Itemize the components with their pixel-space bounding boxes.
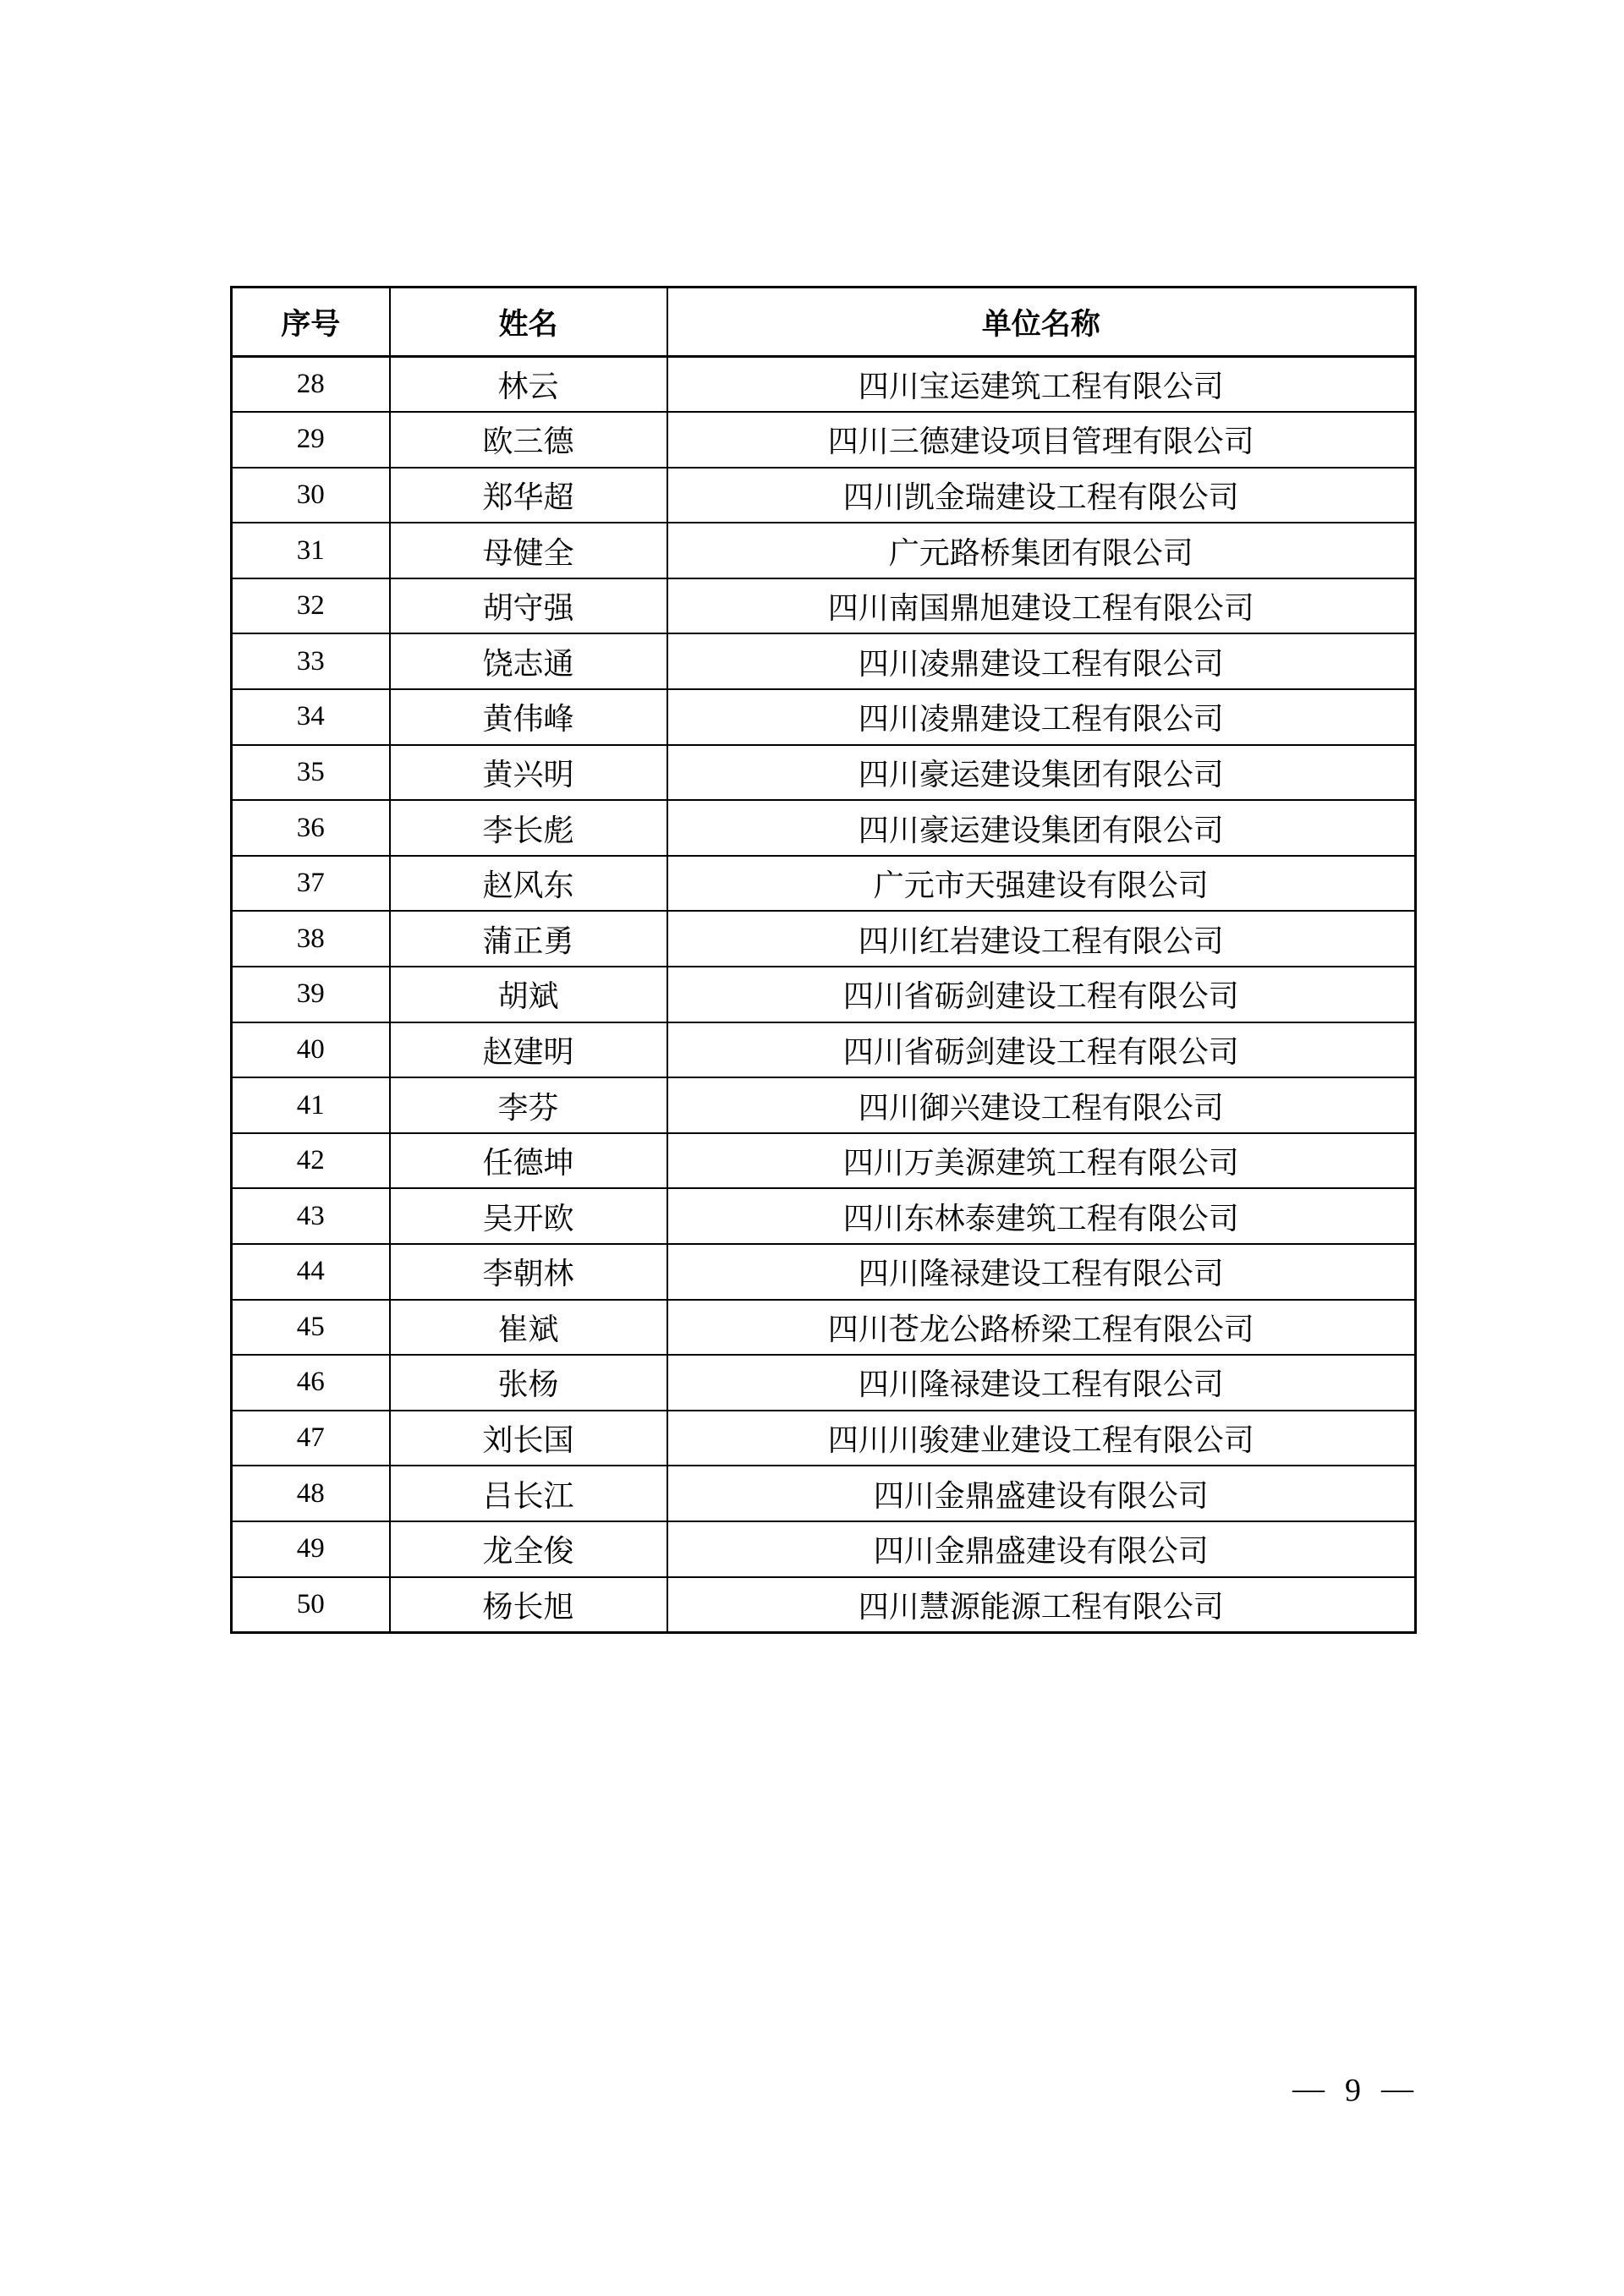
cell-company-name: 四川凌鼎建设工程有限公司 bbox=[667, 633, 1416, 689]
cell-serial-number: 47 bbox=[232, 1411, 390, 1466]
cell-person-name: 崔斌 bbox=[390, 1300, 667, 1356]
cell-company-name: 四川省砺剑建设工程有限公司 bbox=[667, 1022, 1416, 1078]
table-row bbox=[232, 1022, 1416, 1078]
cell-serial-number: 39 bbox=[232, 967, 390, 1022]
table-row bbox=[232, 468, 1416, 523]
roster-table bbox=[230, 286, 1417, 1634]
cell-person-name: 胡守强 bbox=[390, 578, 667, 634]
cell-serial-number: 35 bbox=[232, 745, 390, 801]
table-row bbox=[232, 1244, 1416, 1300]
cell-company-name: 四川苍龙公路桥梁工程有限公司 bbox=[667, 1300, 1416, 1356]
cell-person-name: 龙全俊 bbox=[390, 1521, 667, 1577]
cell-company-name: 广元路桥集团有限公司 bbox=[667, 523, 1416, 578]
cell-serial-number: 46 bbox=[232, 1355, 390, 1411]
cell-person-name: 黄伟峰 bbox=[390, 689, 667, 745]
cell-company-name: 四川南国鼎旭建设工程有限公司 bbox=[667, 578, 1416, 634]
table-row bbox=[232, 633, 1416, 689]
cell-person-name: 蒲正勇 bbox=[390, 911, 667, 967]
cell-serial-number: 32 bbox=[232, 578, 390, 634]
cell-company-name: 四川隆禄建设工程有限公司 bbox=[667, 1244, 1416, 1300]
header-company: 单位名称 bbox=[667, 288, 1416, 357]
cell-serial-number: 43 bbox=[232, 1188, 390, 1244]
cell-company-name: 四川豪运建设集团有限公司 bbox=[667, 745, 1416, 801]
cell-serial-number: 41 bbox=[232, 1077, 390, 1133]
cell-serial-number: 28 bbox=[232, 357, 390, 413]
cell-person-name: 胡斌 bbox=[390, 967, 667, 1022]
table-row bbox=[232, 1355, 1416, 1411]
cell-company-name: 四川金鼎盛建设有限公司 bbox=[667, 1466, 1416, 1521]
table-row bbox=[232, 800, 1416, 856]
cell-serial-number: 36 bbox=[232, 800, 390, 856]
cell-company-name: 四川红岩建设工程有限公司 bbox=[667, 911, 1416, 967]
cell-company-name: 四川豪运建设集团有限公司 bbox=[667, 800, 1416, 856]
page-number-dash-right: — bbox=[1381, 2071, 1413, 2107]
table-row bbox=[232, 745, 1416, 801]
cell-serial-number: 49 bbox=[232, 1521, 390, 1577]
table-row bbox=[232, 1411, 1416, 1466]
table-row bbox=[232, 856, 1416, 912]
cell-company-name: 四川三德建设项目管理有限公司 bbox=[667, 412, 1416, 468]
cell-company-name: 四川御兴建设工程有限公司 bbox=[667, 1077, 1416, 1133]
cell-serial-number: 48 bbox=[232, 1466, 390, 1521]
header-row bbox=[232, 288, 1416, 357]
cell-person-name: 李芬 bbox=[390, 1077, 667, 1133]
cell-company-name: 四川金鼎盛建设有限公司 bbox=[667, 1521, 1416, 1577]
table-row bbox=[232, 1188, 1416, 1244]
cell-person-name: 林云 bbox=[390, 357, 667, 413]
header-no: 序号 bbox=[232, 288, 390, 357]
table-row bbox=[232, 1466, 1416, 1521]
cell-serial-number: 33 bbox=[232, 633, 390, 689]
table-row bbox=[232, 1577, 1416, 1633]
cell-company-name: 四川凌鼎建设工程有限公司 bbox=[667, 689, 1416, 745]
cell-company-name: 四川东林泰建筑工程有限公司 bbox=[667, 1188, 1416, 1244]
cell-company-name: 广元市天强建设有限公司 bbox=[667, 856, 1416, 912]
cell-serial-number: 40 bbox=[232, 1022, 390, 1078]
cell-person-name: 吕长江 bbox=[390, 1466, 667, 1521]
cell-person-name: 任德坤 bbox=[390, 1133, 667, 1189]
cell-serial-number: 44 bbox=[232, 1244, 390, 1300]
table-row bbox=[232, 578, 1416, 634]
cell-company-name: 四川隆禄建设工程有限公司 bbox=[667, 1355, 1416, 1411]
cell-person-name: 欧三德 bbox=[390, 412, 667, 468]
cell-company-name: 四川万美源建筑工程有限公司 bbox=[667, 1133, 1416, 1189]
cell-person-name: 刘长国 bbox=[390, 1411, 667, 1466]
page-number bbox=[1292, 2072, 1413, 2109]
roster-table-body bbox=[232, 357, 1416, 1633]
header-name: 姓名 bbox=[390, 288, 667, 357]
cell-company-name: 四川宝运建筑工程有限公司 bbox=[667, 357, 1416, 413]
table-row bbox=[232, 1300, 1416, 1356]
cell-person-name: 张杨 bbox=[390, 1355, 667, 1411]
table-row bbox=[232, 911, 1416, 967]
cell-company-name: 四川慧源能源工程有限公司 bbox=[667, 1577, 1416, 1633]
cell-serial-number: 45 bbox=[232, 1300, 390, 1356]
cell-serial-number: 37 bbox=[232, 856, 390, 912]
page-number-value: 9 bbox=[1345, 2073, 1361, 2108]
cell-person-name: 赵风东 bbox=[390, 856, 667, 912]
page-number-dash-left: — bbox=[1292, 2071, 1325, 2107]
cell-serial-number: 50 bbox=[232, 1577, 390, 1633]
cell-person-name: 赵建明 bbox=[390, 1022, 667, 1078]
cell-person-name: 杨长旭 bbox=[390, 1577, 667, 1633]
table-row bbox=[232, 689, 1416, 745]
table-row bbox=[232, 1077, 1416, 1133]
cell-company-name: 四川凯金瑞建设工程有限公司 bbox=[667, 468, 1416, 523]
cell-serial-number: 31 bbox=[232, 523, 390, 578]
cell-serial-number: 38 bbox=[232, 911, 390, 967]
cell-person-name: 饶志通 bbox=[390, 633, 667, 689]
table-row bbox=[232, 523, 1416, 578]
cell-person-name: 黄兴明 bbox=[390, 745, 667, 801]
table-row bbox=[232, 412, 1416, 468]
table-row bbox=[232, 1521, 1416, 1577]
table-row bbox=[232, 967, 1416, 1022]
table-row bbox=[232, 1133, 1416, 1189]
table-row bbox=[232, 357, 1416, 413]
cell-company-name: 四川省砺剑建设工程有限公司 bbox=[667, 967, 1416, 1022]
cell-person-name: 李长彪 bbox=[390, 800, 667, 856]
cell-person-name: 吴开欧 bbox=[390, 1188, 667, 1244]
cell-serial-number: 29 bbox=[232, 412, 390, 468]
cell-company-name: 四川川骏建业建设工程有限公司 bbox=[667, 1411, 1416, 1466]
cell-serial-number: 34 bbox=[232, 689, 390, 745]
cell-person-name: 郑华超 bbox=[390, 468, 667, 523]
cell-serial-number: 42 bbox=[232, 1133, 390, 1189]
cell-person-name: 李朝林 bbox=[390, 1244, 667, 1300]
cell-person-name: 母健全 bbox=[390, 523, 667, 578]
cell-serial-number: 30 bbox=[232, 468, 390, 523]
